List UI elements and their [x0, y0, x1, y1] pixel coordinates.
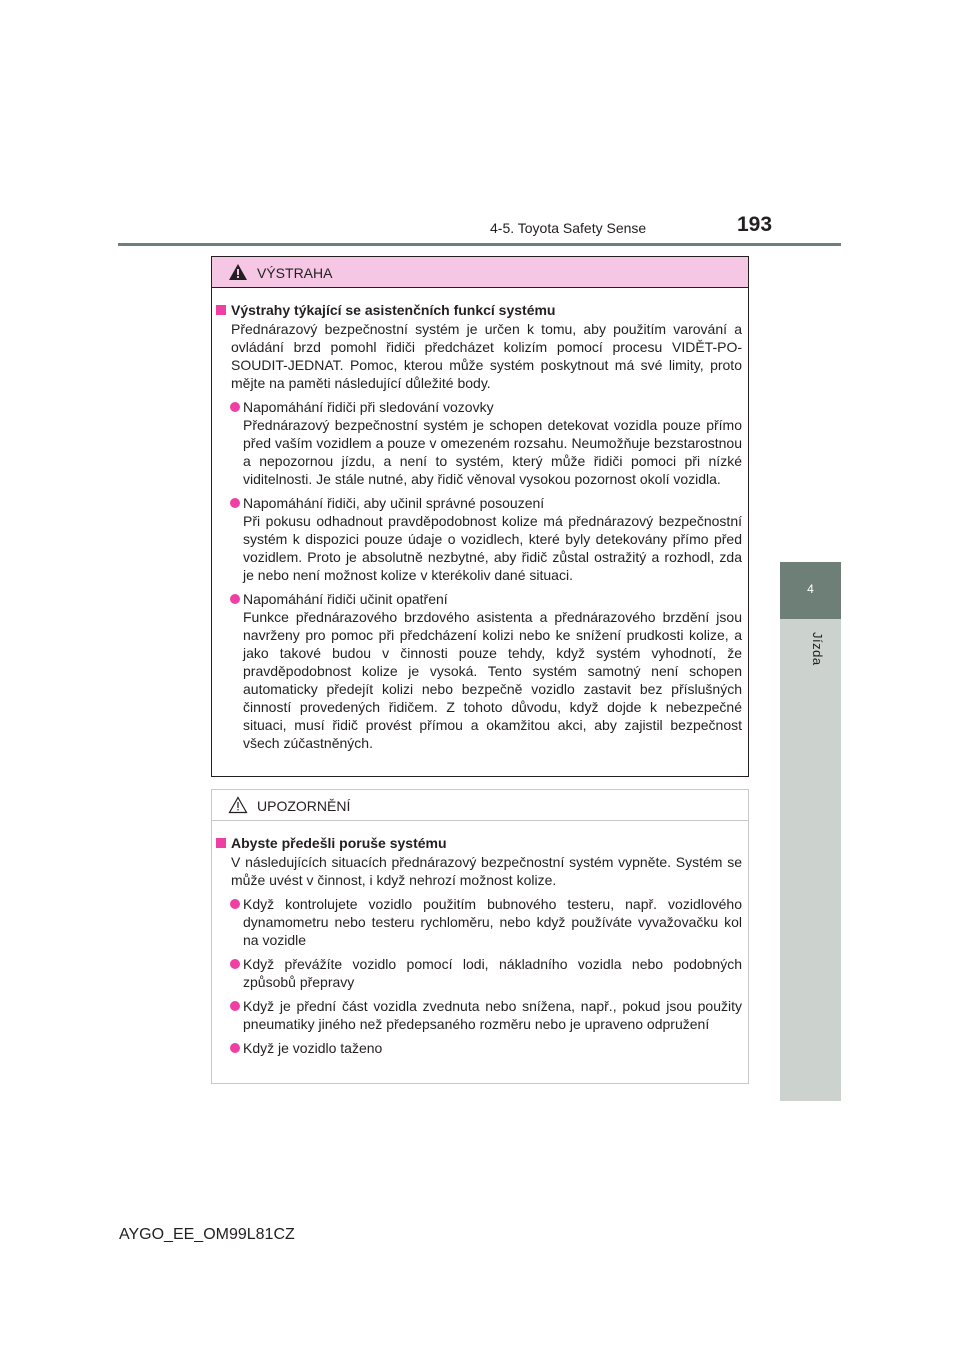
- list-item: [216, 398, 742, 488]
- warning-intro: Přednárazový bezpečnostní systém je určen k tomu, aby použitím varování a ovládání brzd pomohl řidiči předcházet kolizím pomocí procesu VIDĚT-PO-SOUDIT-JEDNAT. Pomoc, kterou může systém poskytnout má své limity, proto mějte na paměti následující důležité body.: [231, 321, 742, 391]
- caution-intro: V následujících situacích přednárazový bezpečnostní systém vypněte. Systém se může uvést v činnost, i když nehrozí možnost kolize.: [231, 854, 742, 888]
- list-item: [216, 494, 742, 584]
- document-code: AYGO_EE_OM99L81CZ: [119, 1226, 295, 1243]
- caution-heading: [216, 834, 742, 852]
- caution-content: [212, 821, 748, 1057]
- chapter-strip: [780, 619, 841, 1101]
- bullet-title: Napomáhání řidiči při sledování vozovky: [243, 399, 494, 415]
- round-bullet-icon: [230, 402, 240, 412]
- header-section-title: 4-5. Toyota Safety Sense: [490, 220, 647, 236]
- bullet-text: Funkce přednárazového brzdového asistenta a přednárazového brzdění jsou navrženy pro pomoc při předcházení kolizi nebo ke snížení prudkosti kolize, a jako takové budou v činnosti pouze tehdy, když systém vyhodnotí, že pravděpodobnost kolize je vysoká. Tento systém samotný není schopen automaticky předejít kolizi nebo bezpečně vozidlo zastavit bez příslušných činností provedených řidičem. Z tohoto důvodu, když dojde k nebezpečné situaci, musí řidič provést přímou a okamžitou akci, aby zajistil bezpečnost všech zúčastněných.: [243, 609, 742, 751]
- round-bullet-icon: [230, 1043, 240, 1053]
- bullet-text: Když je přední část vozidla zvednuta nebo snížena, např., pokud jsou použity pneumatiky jiného než předepsaného rozměru nebo je upraveno odpružení: [243, 998, 742, 1032]
- bullet-text: Když je vozidlo taženo: [243, 1040, 383, 1056]
- warning-label: VÝSTRAHA: [257, 265, 333, 281]
- warning-heading-text: Výstrahy týkající se asistenčních funkcí systému: [231, 302, 556, 318]
- caution-label: UPOZORNĚNÍ: [257, 798, 351, 814]
- bullet-title: Napomáhání řidiči učinit opatření: [243, 591, 448, 607]
- round-bullet-icon: [230, 594, 240, 604]
- bullet-text: Když převážíte vozidlo pomocí lodi, nákladního vozidla nebo podobných způsobů přepravy: [243, 956, 742, 990]
- caution-triangle-icon: [228, 796, 248, 814]
- list-item: [216, 997, 742, 1033]
- bullet-text: Při pokusu odhadnout pravděpodobnost kolize má přednárazový bezpečnostní systém k dispozici pouze údaje o vozidlech, které byly detekovány přímo před vozidlem. Proto je absolutně nezbytné, aby řidič zůstal ostražitý a rozhodl, zda je nebo není možnost kolize v kterékoliv dané situaci.: [243, 513, 742, 583]
- caution-box-header: [212, 790, 748, 821]
- caution-heading-text: Abyste předešli poruše systému: [231, 835, 447, 851]
- list-item: [216, 955, 742, 991]
- round-bullet-icon: [230, 899, 240, 909]
- header-divider: [118, 243, 841, 246]
- warning-triangle-icon: [228, 263, 248, 281]
- warning-box-header: [212, 257, 748, 288]
- square-bullet-icon: [216, 305, 226, 315]
- warning-box: [211, 256, 749, 777]
- bullet-title: Napomáhání řidiči, aby učinil správné posouzení: [243, 495, 545, 511]
- chapter-tab: [780, 562, 841, 619]
- round-bullet-icon: [230, 1001, 240, 1011]
- chapter-label: Jízda: [810, 632, 825, 666]
- list-item: [216, 590, 742, 752]
- list-item: [216, 1039, 742, 1057]
- chapter-number: 4: [807, 582, 814, 596]
- bullet-text: Když kontrolujete vozidlo použitím bubnového testeru, např. vozidlového dynamometru nebo testeru rychloměru, nebo když používáte vyvažovačku kol na vozidle: [243, 896, 742, 948]
- warning-heading: [216, 301, 742, 319]
- page-number: 193: [737, 213, 773, 236]
- square-bullet-icon: [216, 838, 226, 848]
- warning-content: [212, 288, 748, 752]
- caution-box: [211, 789, 749, 1084]
- round-bullet-icon: [230, 959, 240, 969]
- round-bullet-icon: [230, 498, 240, 508]
- list-item: [216, 895, 742, 949]
- bullet-text: Přednárazový bezpečnostní systém je schopen detekovat vozidla pouze přímo před vaším vozidlem a pouze v omezeném rozsahu. Neumožňuje bezstarostnou a nepozornou jízdu, a není to systém, který může řidiči pomoci při nízké viditelnosti. Je stále nutné, aby řidič věnoval vysokou pozornost okolí vozidla.: [243, 417, 742, 487]
